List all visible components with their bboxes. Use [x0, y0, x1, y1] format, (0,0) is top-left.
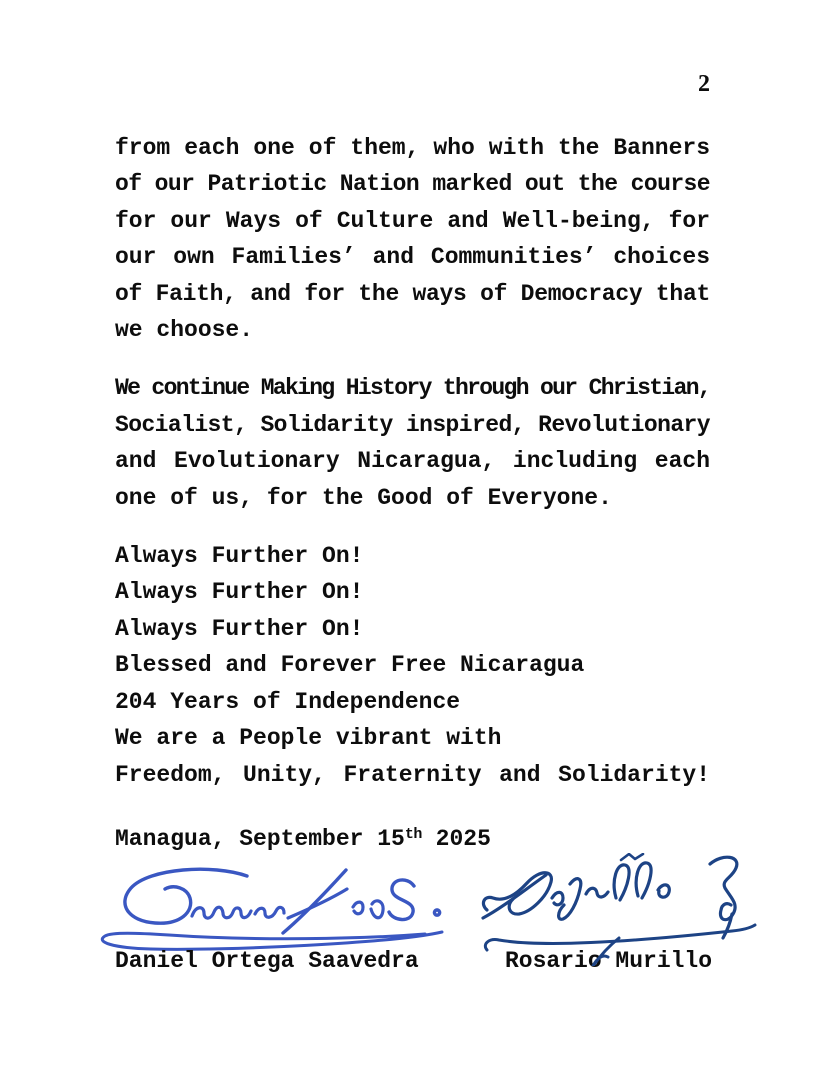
dateline-ordinal-superscript: th — [404, 825, 422, 843]
text-line: from each one of them, who with the Banners — [115, 135, 710, 161]
signature-daniel-ortega-image — [95, 863, 455, 955]
signature-stroke — [483, 875, 546, 918]
text-line: of Faith, and for the ways of Democracy that — [115, 280, 710, 307]
dateline — [115, 817, 710, 857]
signature-stroke — [288, 889, 347, 918]
text-line: Always Further On! — [115, 615, 364, 642]
text-line: for our Ways of Culture and Well-being, for — [115, 207, 710, 234]
text-line: Freedom, Unity, Fraternity and Solidarity! — [115, 761, 710, 788]
signature-stroke — [353, 901, 383, 918]
text-line: Socialist, Solidarity inspired, Revolutionary — [115, 411, 710, 438]
text-line: Always Further On! — [115, 543, 364, 570]
text-line: Always Further On! — [115, 579, 364, 606]
dateline-suffix: 2025 — [421, 825, 491, 852]
text-line: and Evolutionary Nicaragua, including each — [115, 448, 710, 475]
text-line: one of us, for the Good of Everyone. — [115, 484, 612, 511]
signature-stroke — [192, 908, 251, 919]
signature-stroke — [283, 870, 346, 933]
slogan-block — [115, 538, 710, 793]
signature-stroke — [483, 873, 551, 914]
text-line: Blessed and Forever Free Nicaragua — [115, 652, 585, 679]
signatory-name-daniel-ortega: Daniel Ortega Saavedra — [115, 948, 419, 975]
signatory-names — [115, 947, 713, 975]
text-line: our own Families’ and Communities’ choices — [115, 244, 710, 271]
signature-stroke — [125, 870, 247, 924]
text-line: We continue Making History through our Christian, — [115, 375, 710, 402]
text-line: of our Patriotic Nation marked out the course — [115, 171, 710, 198]
paragraph-2 — [115, 370, 710, 516]
paragraph-1 — [115, 130, 710, 348]
signature-stroke — [614, 863, 669, 900]
signature-stroke — [710, 857, 737, 938]
text-line: 204 Years of Independence — [115, 688, 461, 715]
text-line: we choose. — [115, 317, 254, 344]
signature-stroke — [255, 908, 284, 918]
signatory-name-rosario-murillo: Rosario Murillo — [505, 948, 713, 975]
text-line: We are a People vibrant with — [115, 725, 502, 752]
signature-stroke — [552, 879, 581, 920]
signature-stroke — [389, 880, 414, 920]
page-number: 2 — [698, 71, 710, 97]
signature-stroke — [586, 889, 608, 898]
signature-stroke — [434, 910, 439, 915]
dateline-prefix: Managua, September 15 — [115, 825, 405, 852]
signature-row — [115, 857, 710, 953]
